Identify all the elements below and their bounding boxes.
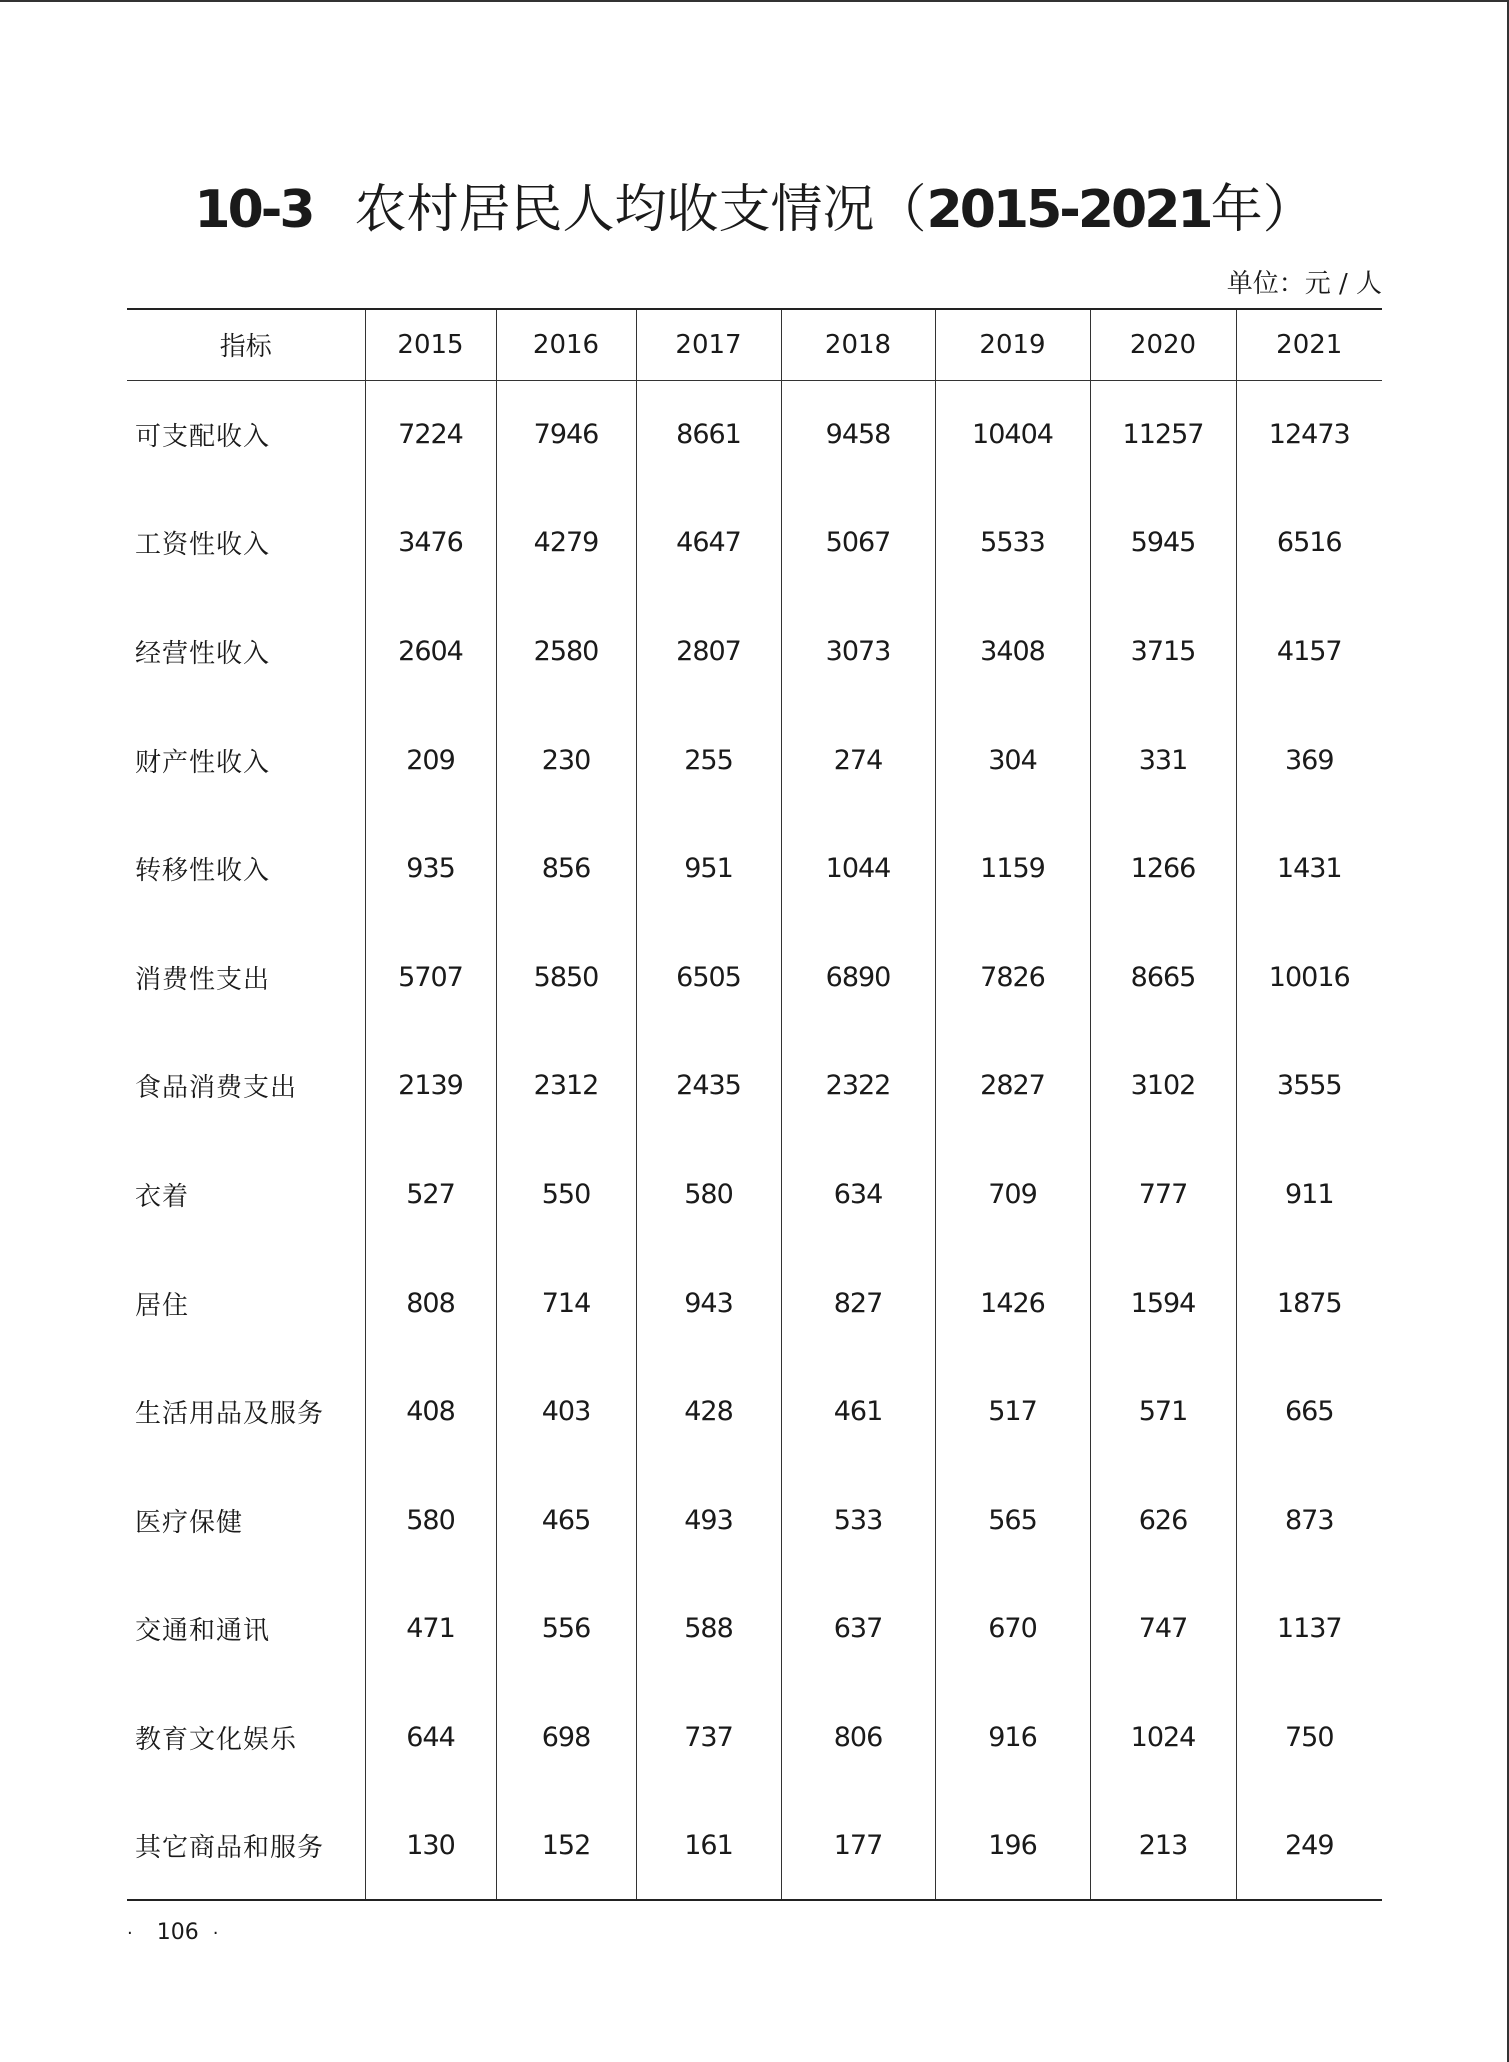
table-cell-value: 2139: [365, 1032, 496, 1141]
table-cell-value: 5945: [1090, 489, 1236, 598]
row-indicator-label: 教育文化娱乐: [135, 1724, 298, 1755]
table-cell-value: 428: [636, 1357, 781, 1466]
table-cell-value: 6505: [636, 923, 781, 1032]
table-cell-value: 580: [636, 1140, 781, 1249]
table-cell-value: 11257: [1090, 380, 1236, 489]
header-indicator: 指标: [127, 309, 365, 380]
footer-dot-right: ·: [212, 1923, 219, 1944]
table-cell-value: 152: [496, 1792, 636, 1901]
table-cell-value: 808: [365, 1249, 496, 1358]
header-year: 2019: [935, 309, 1090, 380]
table-cell-value: 550: [496, 1140, 636, 1249]
table-cell-value: 637: [781, 1575, 935, 1684]
page-footer: [127, 1918, 218, 1949]
table-row: [127, 1357, 1382, 1466]
table-cell-value: 750: [1236, 1683, 1382, 1792]
table-cell-value: 1137: [1236, 1575, 1382, 1684]
row-indicator-label: 转移性收入: [135, 856, 271, 887]
table-row: [127, 1792, 1382, 1901]
table-cell-value: 465: [496, 1466, 636, 1575]
title-text: 农村居民人均收支情况（: [354, 180, 927, 240]
table-cell-value: 2580: [496, 597, 636, 706]
page-number: 106: [156, 1920, 199, 1945]
table-row: [127, 1466, 1382, 1575]
row-indicator-label: 交通和通讯: [135, 1616, 271, 1647]
table-cell-value: 806: [781, 1683, 935, 1792]
row-indicator-label: 生活用品及服务: [135, 1399, 325, 1430]
table-row: [127, 489, 1382, 598]
table-cell-value: 856: [496, 814, 636, 923]
table-cell-value: 3715: [1090, 597, 1236, 706]
table-cell-value: 255: [636, 706, 781, 815]
table-cell-value: 7224: [365, 380, 496, 489]
footer-dot-left: ·: [127, 1923, 133, 1944]
table-cell-value: 4647: [636, 489, 781, 598]
row-indicator-label: 衣着: [135, 1181, 190, 1212]
table-cell-value: 911: [1236, 1140, 1382, 1249]
row-indicator-label: 医疗保健: [135, 1507, 244, 1538]
table-row: [127, 814, 1382, 923]
table-cell-value: 209: [365, 706, 496, 815]
table-cell-value: 2827: [935, 1032, 1090, 1141]
table-cell-value: 1875: [1236, 1249, 1382, 1358]
table-cell-value: 747: [1090, 1575, 1236, 1684]
table-cell-value: 580: [365, 1466, 496, 1575]
table-cell-value: 951: [636, 814, 781, 923]
table-cell-value: 403: [496, 1357, 636, 1466]
table-cell-value: 4279: [496, 489, 636, 598]
header-year: 2018: [781, 309, 935, 380]
table-cell-value: 777: [1090, 1140, 1236, 1249]
page-title: [0, 178, 1509, 242]
table-cell-value: 130: [365, 1792, 496, 1901]
row-indicator-label: 财产性收入: [135, 747, 271, 778]
table-cell-value: 274: [781, 706, 935, 815]
table-cell-value: 161: [636, 1792, 781, 1901]
row-indicator-label: 消费性支出: [135, 964, 271, 995]
table-cell-value: 9458: [781, 380, 935, 489]
table-cell-value: 4157: [1236, 597, 1382, 706]
table-cell-value: 2435: [636, 1032, 781, 1141]
table-cell-value: 461: [781, 1357, 935, 1466]
table-cell-value: 8665: [1090, 923, 1236, 1032]
title-suffix: 年）: [1210, 180, 1315, 240]
table-cell-value: 304: [935, 706, 1090, 815]
table-cell-value: 213: [1090, 1792, 1236, 1901]
table-cell-value: 10016: [1236, 923, 1382, 1032]
table-cell-value: 5707: [365, 923, 496, 1032]
table-cell-value: 1426: [935, 1249, 1090, 1358]
row-indicator-label: 其它商品和服务: [127, 1792, 365, 1901]
table-cell-value: 6890: [781, 923, 935, 1032]
table-cell-value: 1431: [1236, 814, 1382, 923]
table-cell-value: 7946: [496, 380, 636, 489]
table-cell-value: 1266: [1090, 814, 1236, 923]
header-year: 2021: [1236, 309, 1382, 380]
table-cell-value: 471: [365, 1575, 496, 1684]
table-cell-value: 634: [781, 1140, 935, 1249]
table-cell-value: 408: [365, 1357, 496, 1466]
table-row: [127, 1032, 1382, 1141]
row-indicator-label: 居住: [135, 1290, 190, 1321]
table-cell-value: 7826: [935, 923, 1090, 1032]
unit-label: 单位：元 / 人: [1226, 269, 1382, 299]
table-cell-value: 3408: [935, 597, 1090, 706]
table-cell-value: 943: [636, 1249, 781, 1358]
table-cell-value: 916: [935, 1683, 1090, 1792]
table-row: [127, 1575, 1382, 1684]
table-row: [127, 706, 1382, 815]
table-cell-value: 2312: [496, 1032, 636, 1141]
table-cell-value: 230: [496, 706, 636, 815]
table-cell-value: 571: [1090, 1357, 1236, 1466]
table-cell-value: 3102: [1090, 1032, 1236, 1141]
table-cell-value: 331: [1090, 706, 1236, 815]
table-cell-value: 565: [935, 1466, 1090, 1575]
table-row: [127, 923, 1382, 1032]
header-year: 2015: [365, 309, 496, 380]
table-cell-value: 714: [496, 1249, 636, 1358]
table-cell-value: 249: [1236, 1792, 1382, 1901]
table-cell-value: 493: [636, 1466, 781, 1575]
row-indicator-label: 食品消费支出: [135, 1073, 298, 1104]
table-cell-value: 698: [496, 1683, 636, 1792]
header-year: 2016: [496, 309, 636, 380]
table-cell-value: 873: [1236, 1466, 1382, 1575]
table-number: 10-3: [194, 180, 313, 240]
table-cell-value: 665: [1236, 1357, 1382, 1466]
table-cell-value: 12473: [1236, 380, 1382, 489]
table-cell-value: 196: [935, 1792, 1090, 1901]
table-cell-value: 2807: [636, 597, 781, 706]
table-cell-value: 737: [636, 1683, 781, 1792]
table-cell-value: 2322: [781, 1032, 935, 1141]
title-years: 2015-2021: [926, 180, 1211, 240]
table-cell-value: 517: [935, 1357, 1090, 1466]
table-header-row: [127, 309, 1382, 380]
table-cell-value: 527: [365, 1140, 496, 1249]
table-cell-value: 1594: [1090, 1249, 1236, 1358]
table-cell-value: 2604: [365, 597, 496, 706]
table-cell-value: 10404: [935, 380, 1090, 489]
table-cell-value: 533: [781, 1466, 935, 1575]
table-row: [127, 1683, 1382, 1792]
table-cell-value: 5850: [496, 923, 636, 1032]
row-indicator-label: 经营性收入: [135, 638, 271, 669]
table-cell-value: 5533: [935, 489, 1090, 598]
table-cell-value: 827: [781, 1249, 935, 1358]
table-cell-value: 1024: [1090, 1683, 1236, 1792]
table-cell-value: 3073: [781, 597, 935, 706]
income-expenditure-table: [127, 308, 1382, 1901]
table-cell-value: 556: [496, 1575, 636, 1684]
table-cell-value: 935: [365, 814, 496, 923]
row-indicator-label: 工资性收入: [135, 530, 271, 561]
table-cell-value: 5067: [781, 489, 935, 598]
table-cell-value: 8661: [636, 380, 781, 489]
table-cell-value: 3476: [365, 489, 496, 598]
table-cell-value: 588: [636, 1575, 781, 1684]
table-row: [127, 1140, 1382, 1249]
table-cell-value: 709: [935, 1140, 1090, 1249]
table-cell-value: 177: [781, 1792, 935, 1901]
table-cell-value: 644: [365, 1683, 496, 1792]
table-cell-value: 1159: [935, 814, 1090, 923]
table-cell-value: 369: [1236, 706, 1382, 815]
table-row: [127, 380, 1382, 489]
row-indicator-label: 可支配收入: [135, 422, 271, 453]
table-cell-value: 670: [935, 1575, 1090, 1684]
table-cell-value: 1044: [781, 814, 935, 923]
header-year: 2020: [1090, 309, 1236, 380]
table-cell-value: 626: [1090, 1466, 1236, 1575]
table-cell-value: 6516: [1236, 489, 1382, 598]
table-row: [127, 597, 1382, 706]
table-row: [127, 1249, 1382, 1358]
header-year: 2017: [636, 309, 781, 380]
table-cell-value: 3555: [1236, 1032, 1382, 1141]
